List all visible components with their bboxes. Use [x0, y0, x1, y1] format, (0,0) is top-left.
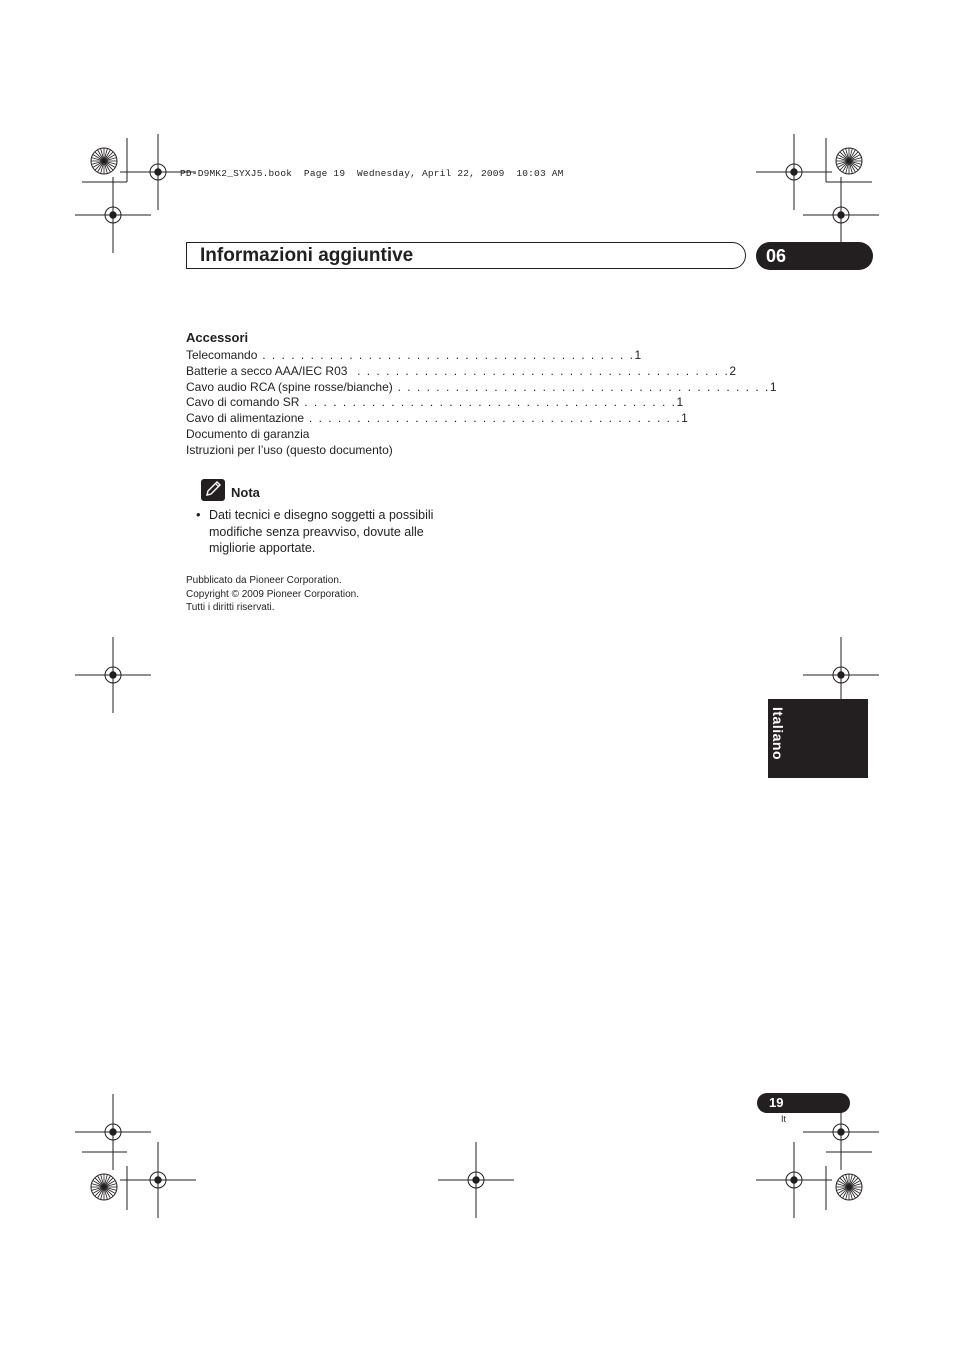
chapter-title: Informazioni aggiuntive — [200, 245, 414, 266]
list-item — [186, 411, 688, 427]
accessory-qty: 1 — [769, 379, 777, 394]
leader-dots: . . . . . . . . . . . . . . . . . . . . . . . . . . . . . . . . . . . . . . . — [257, 348, 635, 362]
registration-mark — [155, 1177, 161, 1183]
language-tab — [768, 699, 868, 778]
list-item — [186, 348, 642, 364]
list-item — [186, 395, 684, 411]
copyright-line: Copyright © 2009 Pioneer Corporation. — [186, 588, 360, 600]
registration-mark — [838, 212, 844, 218]
registration-mark — [838, 1129, 844, 1135]
page-language-code: It — [781, 1114, 787, 1124]
list-item — [186, 427, 461, 443]
accessory-name: Batterie a secco AAA/IEC R03 — [186, 363, 348, 378]
chapter-number-tab — [756, 242, 873, 270]
publisher-info — [186, 574, 359, 615]
registration-mark — [110, 672, 116, 678]
accessory-qty: 1 — [676, 395, 684, 410]
leader-dots: . . . . . . . . . . . . . . . . . . . . . . . . . . . . . . . . . . . . . . . — [304, 411, 682, 426]
chapter-number: 06 — [766, 246, 787, 266]
registration-mark — [791, 1177, 797, 1183]
registration-mark — [155, 169, 161, 175]
accessory-name: Istruzioni per l’uso (questo documento) — [186, 442, 393, 457]
accessories-heading: Accessori — [186, 330, 249, 345]
registration-mark — [791, 169, 797, 175]
leader-dots: . . . . . . . . . . . . . . . . . . . . . . . . . . . . . . . . . . . . . . . — [392, 379, 770, 394]
accessory-name: Cavo di comando SR — [186, 395, 300, 410]
accessory-name: Cavo di alimentazione — [186, 411, 305, 426]
list-item — [186, 363, 736, 380]
list-item — [186, 443, 461, 459]
leader-dots: . . . . . . . . . . . . . . . . . . . . . . . . . . . . . . . . . . . . . . . — [347, 363, 730, 378]
list-item — [186, 379, 777, 396]
registration-mark — [473, 1177, 479, 1183]
registration-mark — [110, 212, 116, 218]
accessory-qty: 2 — [729, 363, 736, 378]
language-label: Italiano — [770, 707, 786, 761]
accessories-list — [186, 348, 777, 459]
print-header: PD-D9MK2_SYXJ5.book Page 19 Wednesday, April 22, 2009 10:03 AM — [180, 168, 564, 179]
page-number-tab — [757, 1093, 850, 1113]
accessory-qty: 1 — [681, 411, 688, 426]
leader-dots: . . . . . . . . . . . . . . . . . . . . . . . . . . . . . . . . . . . . . . . — [299, 395, 677, 410]
registration-mark — [110, 1129, 116, 1135]
bullet: • — [196, 507, 201, 522]
accessory-name: Cavo audio RCA (spine rosse/bianche) — [186, 379, 393, 394]
pencil-note-icon — [201, 479, 225, 501]
note-text: Dati tecnici e disegno soggetti a possibili modifiche senza preavviso, dovute alle migliorie apportate. — [209, 508, 434, 555]
accessory-name: Documento di garanzia — [186, 426, 310, 441]
publisher-line: Pubblicato da Pioneer Corporation. — [186, 575, 342, 586]
rights-line: Tutti i diritti riservati. — [186, 602, 275, 613]
accessory-name: Telecomando — [186, 348, 258, 362]
page-number: 19 — [769, 1095, 784, 1110]
registration-mark — [838, 672, 844, 678]
accessory-qty: 1 — [634, 348, 642, 362]
note-label: Nota — [231, 485, 260, 500]
